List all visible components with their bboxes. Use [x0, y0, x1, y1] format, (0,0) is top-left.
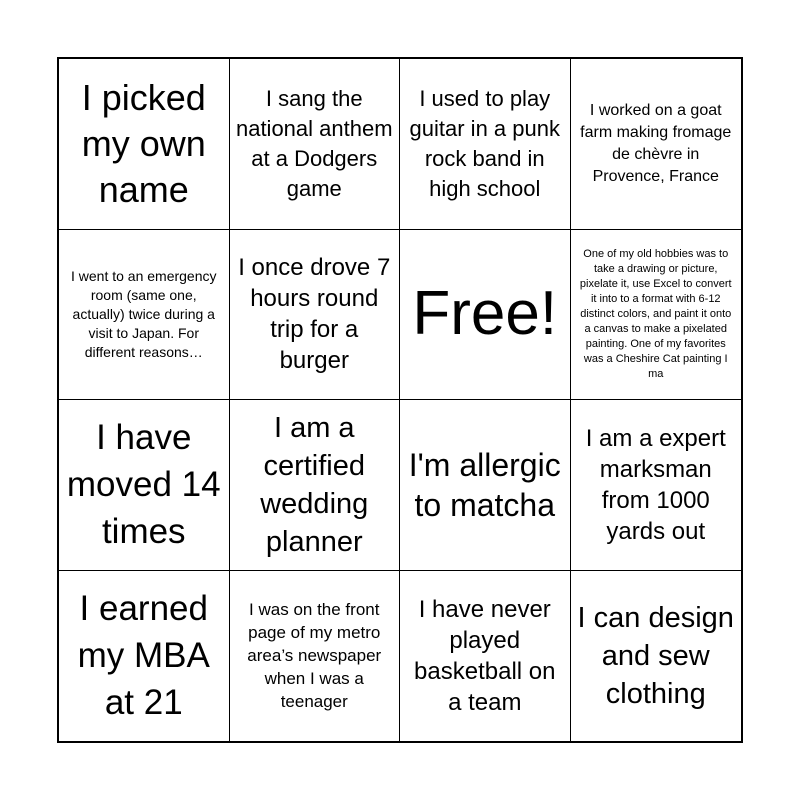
cell-text: One of my old hobbies was to take a drawing or picture, pixelate it, use Excel to convert it into to a format with 6-12 distinct colors, and paint it onto a canvas to make a pixelated painting. One of my favorites was a Cheshire Cat painting I ma [579, 247, 732, 380]
bingo-cell-free[interactable] [400, 230, 571, 401]
bingo-cell-11[interactable] [400, 400, 571, 571]
cell-text: I used to play guitar in a punk rock band in high school [409, 85, 560, 201]
bingo-cell-2[interactable] [230, 59, 401, 230]
cell-text: I have never played basketball on a team [414, 595, 556, 716]
bingo-cell-14[interactable] [230, 571, 401, 742]
bingo-cell-12[interactable] [571, 400, 742, 571]
bingo-cell-10[interactable] [230, 400, 401, 571]
cell-text: I sang the national anthem at a Dodgers game [235, 85, 393, 201]
bingo-cell-16[interactable] [571, 571, 742, 742]
cell-text: I worked on a goat farm making fromage de chèvre in Provence, France [580, 101, 732, 185]
bingo-cell-1[interactable] [59, 59, 230, 230]
bingo-cell-8[interactable] [571, 230, 742, 401]
bingo-board [57, 57, 743, 743]
cell-text: I can design and sew clothing [577, 601, 734, 710]
bingo-cell-3[interactable] [400, 59, 571, 230]
cell-text: I picked my own name [81, 76, 206, 210]
cell-text: I went to an emergency room (same one, actually) twice during a visit to Japan. For different reasons… [70, 267, 217, 360]
cell-text: I am a expert marksman from 1000 yards out [585, 424, 726, 545]
bingo-cell-15[interactable] [400, 571, 571, 742]
free-space-label: Free! [412, 279, 558, 349]
cell-text: I was on the front page of my metro area’s newspaper when I was a teenager [247, 600, 382, 712]
bingo-cell-6[interactable] [230, 230, 401, 401]
cell-text: I am a certified wedding planner [260, 411, 369, 558]
cell-text: I once drove 7 hours round trip for a burger [238, 254, 391, 375]
cell-text: I'm allergic to matcha [408, 446, 561, 523]
bingo-cell-13[interactable] [59, 571, 230, 742]
cell-text: I have moved 14 times [66, 418, 221, 552]
bingo-cell-5[interactable] [59, 230, 230, 401]
cell-text: I earned my MBA at 21 [77, 589, 210, 723]
bingo-cell-4[interactable] [571, 59, 742, 230]
bingo-cell-9[interactable] [59, 400, 230, 571]
